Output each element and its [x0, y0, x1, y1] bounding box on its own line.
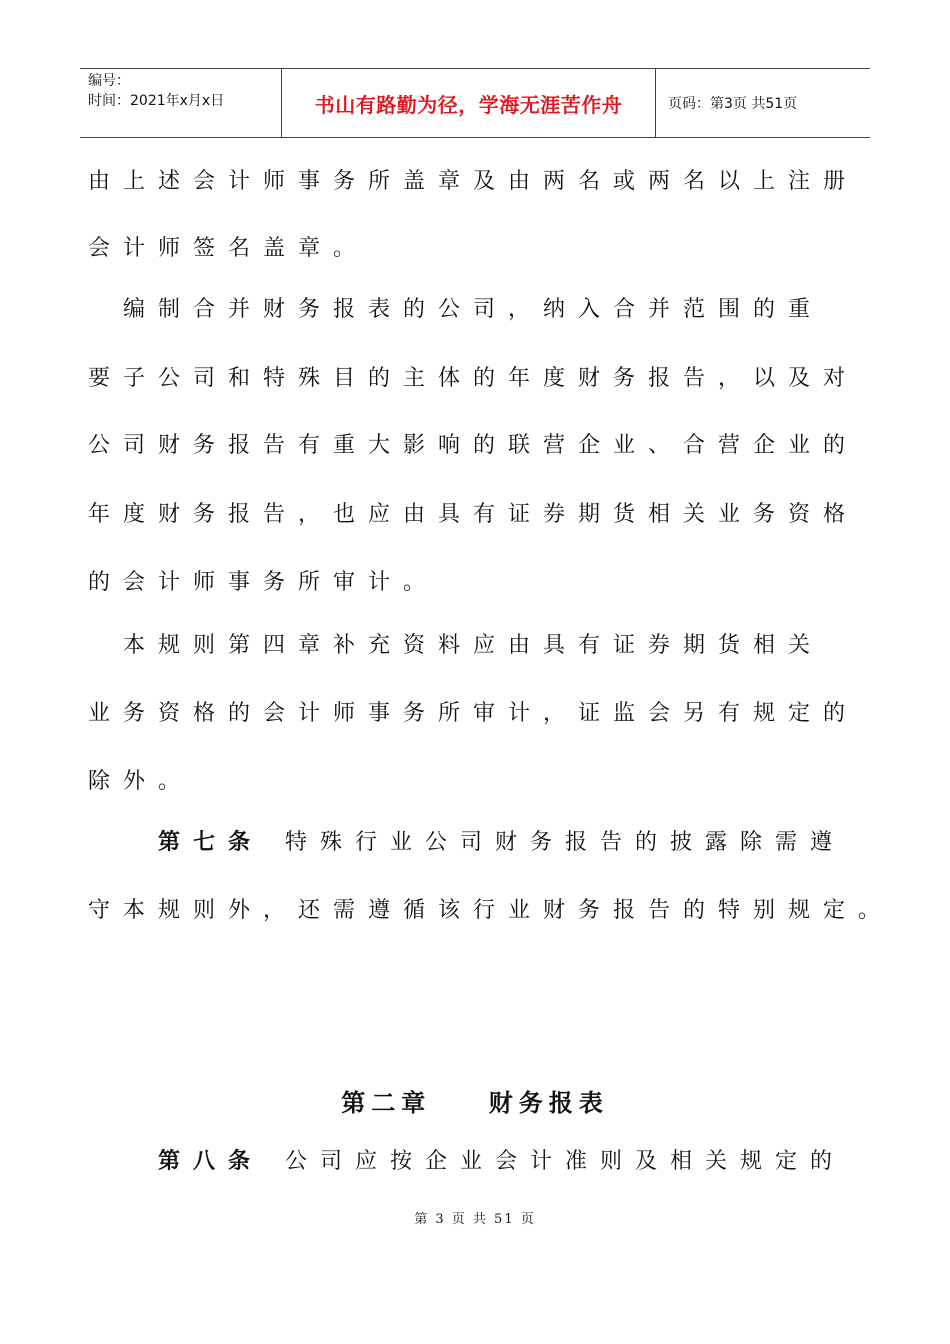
header-meta-cell — [80, 69, 282, 137]
body-line: 的会计师事务所审计。 — [88, 570, 439, 595]
page-footer: 第 3 页 共 51 页 — [414, 1212, 536, 1227]
body-line: 要子公司和特殊目的主体的年度财务报告，以及对 — [88, 366, 859, 391]
body-line: 由上述会计师事务所盖章及由两名或两名以上注册 — [88, 169, 859, 194]
header-motto: 书山有路勤为径，学海无涯苦作舟 — [282, 69, 656, 137]
article-8-heading: 第八条 — [158, 1149, 264, 1174]
page-header — [80, 68, 870, 138]
body-line: 年度财务报告，也应由具有证券期货相关业务资格 — [88, 502, 859, 527]
article-7-text: 特殊行业公司财务报告的披露除需遵 — [285, 830, 846, 855]
article-7-heading: 第七条 — [158, 830, 264, 855]
article-7-paragraph — [88, 828, 878, 858]
body-line: 本规则第四章补充资料应由具有证券期货相关 — [88, 633, 824, 658]
body-line: 除外。 — [88, 769, 194, 794]
body-line: 公司财务报告有重大影响的联营企业、合营企业的 — [88, 433, 859, 458]
body-line: 编制合并财务报表的公司，纳入合并范围的重 — [88, 297, 824, 322]
document-number-label: 编号： — [88, 73, 130, 89]
document-time-label: 时间：2021年x月x日 — [88, 93, 225, 109]
header-page-code: 页码：第3页 共51页 — [668, 96, 798, 112]
body-line: 业务资格的会计师事务所审计，证监会另有规定的 — [88, 701, 859, 726]
article-8-text: 公司应按企业会计准则及相关规定的 — [285, 1149, 846, 1174]
chapter-title: 第二章 财务报表 — [341, 1089, 609, 1117]
article-8-paragraph — [88, 1147, 878, 1177]
body-line: 守本规则外，还需遵循该行业财务报告的特别规定。 — [88, 898, 894, 923]
body-line: 会计师签名盖章。 — [88, 236, 369, 261]
